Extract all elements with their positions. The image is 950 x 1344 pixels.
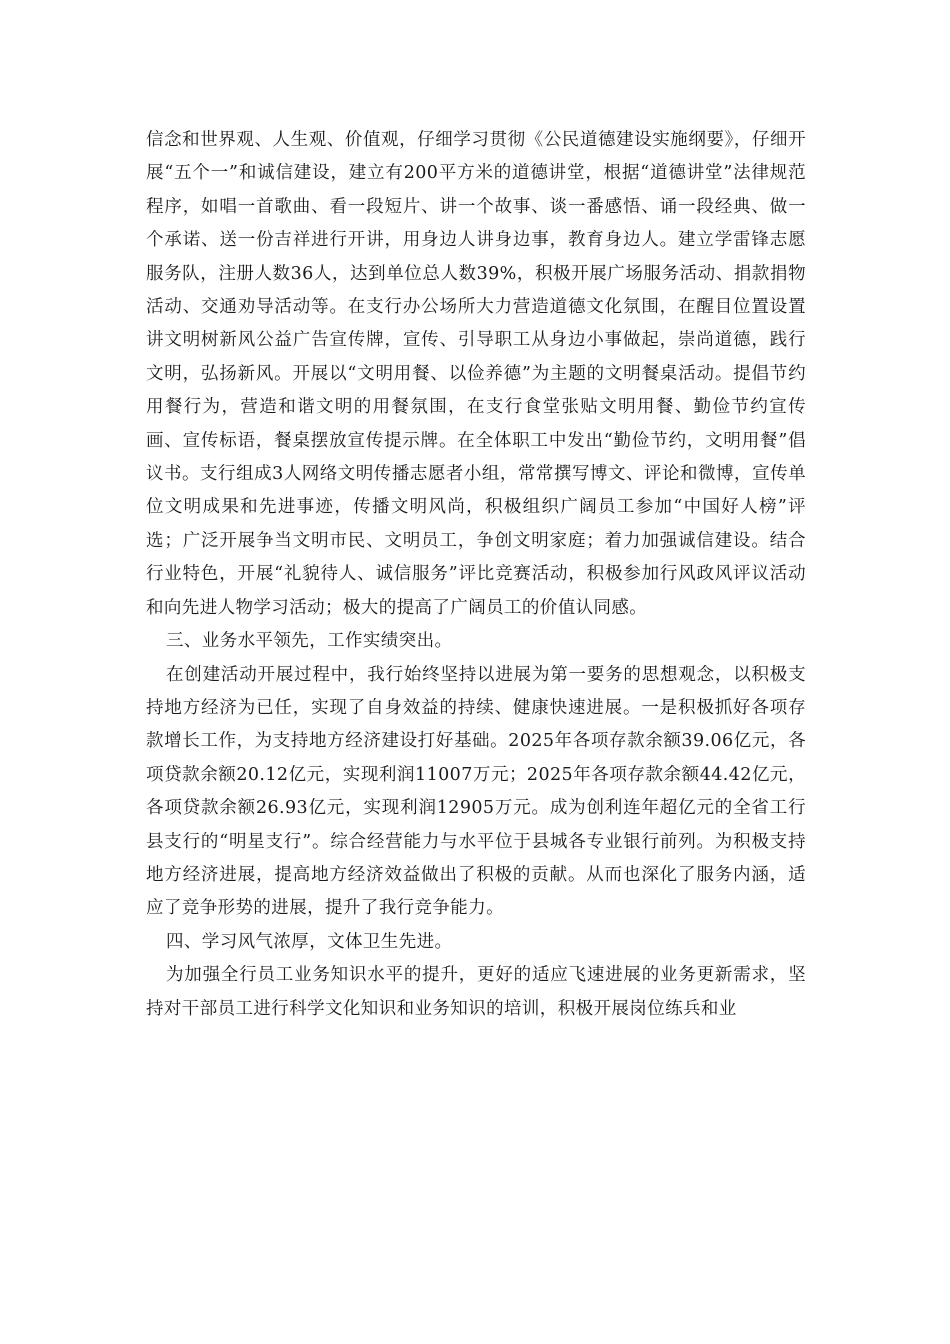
document-page — [146, 124, 806, 1026]
body-paragraph-2: 在创建活动开展过程中，我行始终坚持以进展为第一要务的思想观念，以积极支持地方经济为已任，实现了自身效益的持续、健康快速进展。一是积极抓好各项存款增长工作，为支持地方经济建设打好基础。2025年各项存款余额39.06亿元，各项贷款余额20.12亿元，实现利润11007万元；2025年各项存款余额44.42亿元，各项贷款余额26.93亿元，实现利润12905万元。成为创利连年超亿元的全省工行县支行的“明星支行”。综合经营能力与水平位于县城各专业银行前列。为积极支持地方经济进展，提高地方经济效益做出了积极的贡献。从而也深化了服务内涵，适应了竞争形势的进展，提升了我行竞争能力。 — [146, 664, 806, 919]
section-heading-4: 四、学习风气浓厚，文体卫生先进。 — [166, 931, 453, 952]
section-heading-3: 三、业务水平领先，工作实绩突出。 — [166, 631, 453, 652]
body-paragraph-1: 信念和世界观、人生观、价值观，仔细学习贯彻《公民道德建设实施纲要》，仔细开展“五个一”和诚信建设，建立有200平方米的道德讲堂，根据“道德讲堂”法律规范程序，如唱一首歌曲、看一段短片、讲一个故事、谈一番感悟、诵一段经典、做一个承诺、送一份吉祥进行开讲，用身边人讲身边事，教育身边人。建立学雷锋志愿服务队，注册人数36人，达到单位总人数39%，积极开展广场服务活动、捐款捐物活动、交通劝导活动等。在支行办公场所大力营造道德文化氛围，在醒目位置设置讲文明树新风公益广告宣传牌，宣传、引导职工从身边小事做起，崇尚道德，践行文明，弘扬新风。开展以“文明用餐、以俭养德”为主题的文明餐桌活动。提倡节约用餐行为，营造和谐文明的用餐氛围，在支行食堂张贴文明用餐、勤俭节约宣传画、宣传标语，餐桌摆放宣传提示牌。在全体职工中发出“勤俭节约，文明用餐”倡议书。支行组成3人网络文明传播志愿者小组，常常撰写博文、评论和微博，宣传单位文明成果和先进事迹，传播文明风尚，积极组织广阔员工参加“中国好人榜”评选；广泛开展争当文明市民、文明员工，争创文明家庭；着力加强诚信建设。结合行业特色，开展“礼貌待人、诚信服务”评比竞赛活动，积极参加行风政风评议活动和向先进人物学习活动；极大的提高了广阔员工的价值认同感。 — [146, 130, 806, 618]
body-paragraph-3: 为加强全行员工业务知识水平的提升，更好的适应飞速进展的业务更新需求，坚持对干部员工进行科学文化知识和业务知识的培训，积极开展岗位练兵和业 — [146, 965, 806, 1019]
